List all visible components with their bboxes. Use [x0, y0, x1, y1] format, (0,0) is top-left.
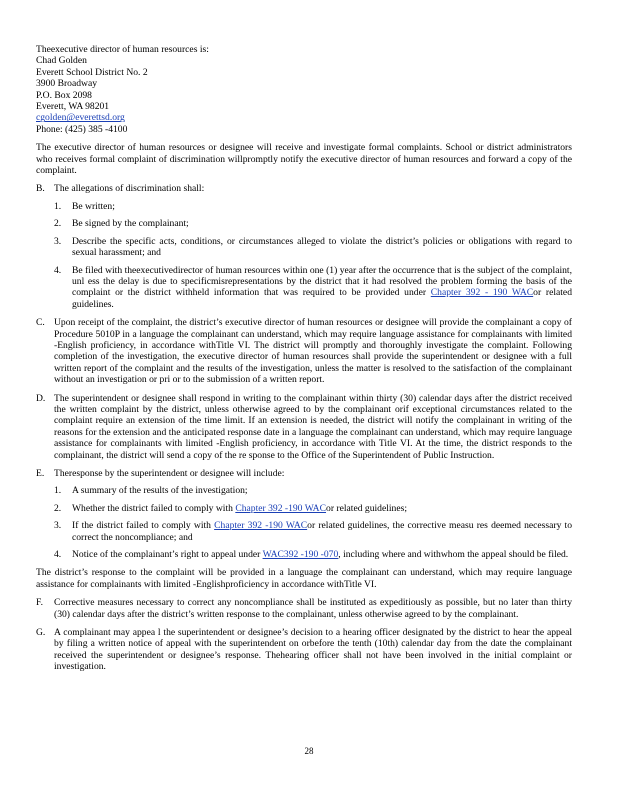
closing-paragraph: The district’s response to the complaint will be provided in a language the complainant can understand, which may require language assistance for complainants with limited -Englishproficiency in accordance withTitle VI. [36, 567, 572, 590]
item-number: 4. [54, 549, 62, 561]
section-e-item-4 [54, 549, 572, 560]
item-number: 1. [54, 485, 62, 497]
item-text: If the district failed to comply with [72, 520, 215, 532]
item-text-tail: or related guidelines; [326, 502, 408, 514]
section-b-item-1 [54, 201, 572, 212]
item-text-tail: or related guidelines, the corrective measu res deemed necessary to correct the noncompliance; and [72, 520, 573, 543]
section-e-item-1 [54, 485, 572, 496]
section-b-label: B. [36, 183, 45, 195]
contact-name: Chad Golden [36, 55, 87, 67]
contact-city: Everett, WA 98201 [36, 101, 110, 113]
contact-po-box: P.O. Box 2098 [36, 89, 92, 101]
section-e-label: E. [36, 468, 45, 479]
item-number: 3. [54, 520, 62, 532]
page-number: 28 [304, 746, 314, 756]
item-text: Be filed with theexecutivedirector of human resources within one (1) year after the occurrence that is the subject of the complaint, unl ess the delay is due to specificmisrepresentations by the district that it had resolved the problem forming the basis of the complaint or the district withheld information that was required to be provided under [72, 264, 572, 299]
item-text: Notice of the complainant’s right to appeal under [72, 549, 263, 561]
contact-phone: Phone: (425) 385 -4100 [36, 123, 128, 135]
section-b-item-4 [54, 265, 572, 311]
section-b-item-2 [54, 218, 572, 229]
section-c-label: C. [36, 317, 45, 329]
section-d-label: D. [36, 392, 46, 404]
item-number: 3. [54, 235, 62, 247]
contact-block [36, 44, 572, 135]
item-text-tail: or related guidelines. [72, 287, 572, 310]
section-d [36, 393, 572, 461]
section-f [36, 597, 572, 620]
item-number: 2. [54, 502, 62, 514]
section-g [36, 627, 572, 673]
wac-chapter-link[interactable]: Chapter 392 -190 WAC [235, 502, 327, 514]
contact-street: 3900 Broadway [36, 78, 98, 90]
section-e-text: Theresponse by the superintendent or designee will include: [54, 468, 285, 479]
wac-chapter-link[interactable]: Chapter 392 - 190 WAC [430, 287, 534, 299]
section-c [36, 317, 572, 385]
section-f-text: Corrective measures necessary to correct any noncompliance shall be instituted as expeditiously as possible, but no later than thirty (30) calendar days after the district’s written response to the complainant, unless otherwise agreed to by the complainant. [54, 597, 572, 620]
intro-paragraph: The executive director of human resources or designee will receive and investigate formal complaints. School or district administrators who receives formal complaint of discrimination willpromptly notify the executive director of human resources and forward a copy of the complaint. [36, 142, 572, 177]
section-e [36, 468, 572, 560]
section-d-text: The superintendent or designee shall respond in writing to the complainant within thirty (30) calendar days after the district received the written complaint by the district, unless otherwise agreed to by the complainant orif exceptional circumstances related to the complaint require an extension of the time limit. If an extension is needed, the district will notify the complainant in writing of the reasons for the extension and the anticipated response date in a language the complainant can understand, which may require language assistance for complainants with limited -English proficiency, in accordance with Title VI. At the time, the district responds to the complainant, the district will send a copy of the re sponse to the Office of the Superintendent of Public Instruction. [54, 392, 572, 461]
section-b-text: The allegations of discrimination shall: [54, 183, 205, 195]
document-body [36, 44, 572, 673]
wac-section-link[interactable]: WAC392 -190 -070 [262, 549, 339, 561]
section-b-item-3 [54, 236, 572, 259]
section-e-item-2 [54, 503, 572, 514]
contact-email-link[interactable]: cgolden@everettsd.org [36, 112, 125, 124]
contact-org: Everett School District No. 2 [36, 66, 148, 78]
section-g-text: A complainant may appea l the superintendent or designee’s decision to a hearing officer designated by the district to hear the appeal by filing a written notice of appeal with the superintendent on orbefore the tenth (10th) calendar day from the date the complainant received the superintendent or designee’s response. Thehearing officer shall not have been involved in the initial complaint or investigation. [54, 627, 572, 673]
item-number: 1. [54, 200, 62, 212]
item-text: Describe the specific acts, conditions, or circumstances alleged to violate the district’s policies or obligations with regard to sexual harassment; and [72, 235, 572, 259]
item-text-tail: , including where and withwhom the appeal should be filed. [338, 549, 569, 561]
section-f-label: F. [36, 597, 43, 609]
item-number: 4. [54, 264, 62, 276]
section-c-text: Upon receipt of the complaint, the district’s executive director of human resources or designee will provide the complainant a copy of Procedure 5010P in a language the complainant can understand, which may require language assistance for complainants with limited -English proficiency, in accordance withTitle VI. The district will promptly and thoroughly investigate the complaint. Following completion of the investigation, the executive director of human resources shall provide the superintendent or designee with a full written report of the complaint and the results of the investigation, unless the matter is resolved to the satisfaction of the complainant without an investigation or pri or to the submission of a written report. [54, 317, 572, 386]
item-text: A summary of the results of the investigation; [72, 485, 248, 497]
section-g-label: G. [36, 627, 46, 639]
item-text: Be written; [72, 200, 115, 212]
item-text: Be signed by the complainant; [72, 218, 189, 230]
wac-chapter-link[interactable]: Chapter 392 -190 WAC [214, 520, 308, 532]
section-e-item-3 [54, 520, 572, 543]
item-text: Whether the district failed to comply with [72, 502, 236, 514]
item-number: 2. [54, 218, 62, 230]
section-b [36, 183, 572, 310]
contact-heading: Theexecutive director of human resources is: [36, 44, 209, 55]
